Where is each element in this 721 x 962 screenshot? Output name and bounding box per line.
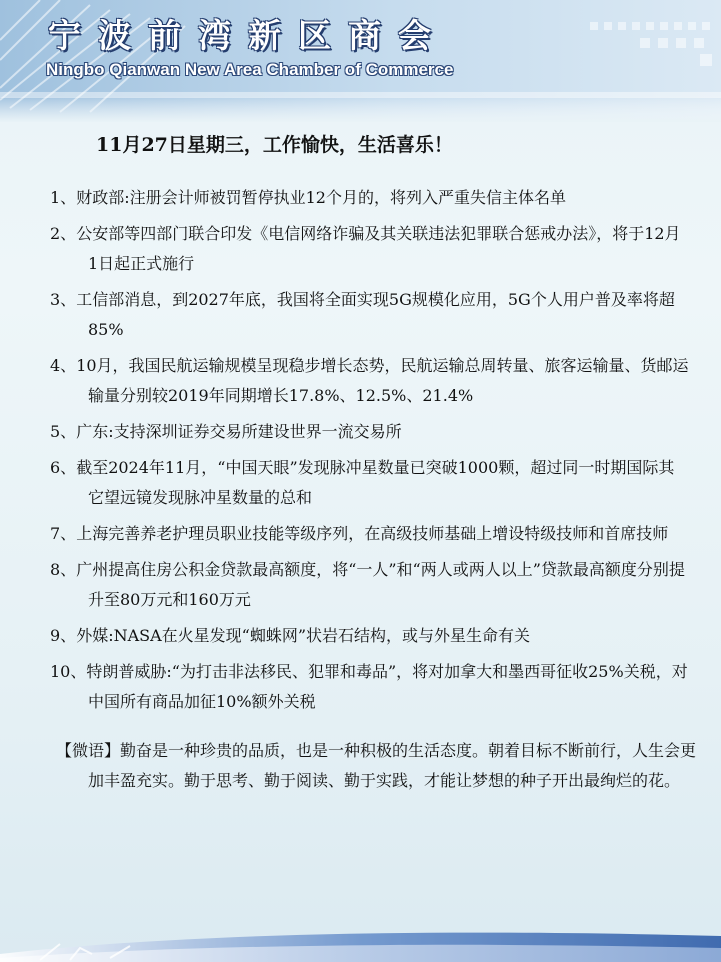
news-item [50, 555, 690, 615]
news-item-number: 8、 [50, 560, 77, 579]
news-item-text: 外媒:NASA在火星发现“蜘蛛网”状岩石结构，或与外星生命有关 [76, 626, 531, 645]
news-item [50, 519, 690, 549]
page-headline: 11月27日星期三，工作愉快，生活喜乐！ [96, 134, 453, 156]
news-item-number: 5、 [50, 422, 77, 441]
news-item-text: 财政部:注册会计师被罚暂停执业12个月的，将列入严重失信主体名单 [76, 188, 566, 207]
news-item-number: 3、 [50, 290, 77, 309]
news-item-text: 上海完善养老护理员职业技能等级序列，在高级技师基础上增设特级技师和首席技师 [76, 524, 669, 543]
news-item-text: 截至2024年11月，“中国天眼”发现脉冲星数量已突破1000颗，超过同一时期国际其它望远镜发现脉冲星数量的总和 [76, 458, 675, 507]
motto-paragraph [56, 736, 700, 796]
header-banner [0, 0, 721, 122]
news-item-text: 广州提高住房公积金贷款最高额度，将“一人”和“两人或两人以上”贷款最高额度分别提升至80万元和160万元 [76, 560, 685, 609]
news-item [50, 417, 690, 447]
chamber-title-english: Ningbo Qianwan New Area Chamber of Commerce [46, 60, 454, 79]
news-item [50, 621, 690, 651]
news-item-number: 7、 [50, 524, 77, 543]
news-item [50, 657, 690, 717]
news-item [50, 219, 690, 279]
news-item [50, 285, 690, 345]
news-item-number: 9、 [50, 626, 77, 645]
footer-wave-decoration [0, 920, 721, 962]
chamber-title-chinese: 宁波前湾新区商会 [48, 16, 448, 55]
news-item-number: 10、 [50, 662, 87, 681]
news-list [50, 183, 690, 723]
news-item [50, 183, 690, 213]
news-item-text: 广东:支持深圳证券交易所建设世界一流交易所 [76, 422, 402, 441]
news-item-text: 特朗普威胁:“为打击非法移民、犯罪和毒品”，将对加拿大和墨西哥征收25%关税，对中国所有商品加征10%额外关税 [86, 662, 688, 711]
news-item-text: 工信部消息，到2027年底，我国将全面实现5G规模化应用，5G个人用户普及率将超85% [76, 290, 675, 339]
motto-text: 勤奋是一种珍贵的品质，也是一种积极的生活态度。朝着目标不断前行，人生会更加丰盈充实。勤于思考、勤于阅读、勤于实践，才能让梦想的种子开出最绚烂的花。 [88, 741, 697, 790]
news-item-number: 6、 [50, 458, 77, 477]
news-item [50, 453, 690, 513]
news-item-number: 2、 [50, 224, 77, 243]
news-item-text: 10月，我国民航运输规模呈现稳步增长态势，民航运输总周转量、旅客运输量、货邮运输量分别较2019年同期增长17.8%、12.5%、21.4% [76, 356, 689, 405]
news-item-number: 4、 [50, 356, 77, 375]
news-item [50, 351, 690, 411]
news-item-text: 公安部等四部门联合印发《电信网络诈骗及其关联违法犯罪联合惩戒办法》，将于12月1日起正式施行 [76, 224, 681, 273]
news-item-number: 1、 [50, 188, 77, 207]
motto-label: 【微语】 [56, 741, 121, 760]
